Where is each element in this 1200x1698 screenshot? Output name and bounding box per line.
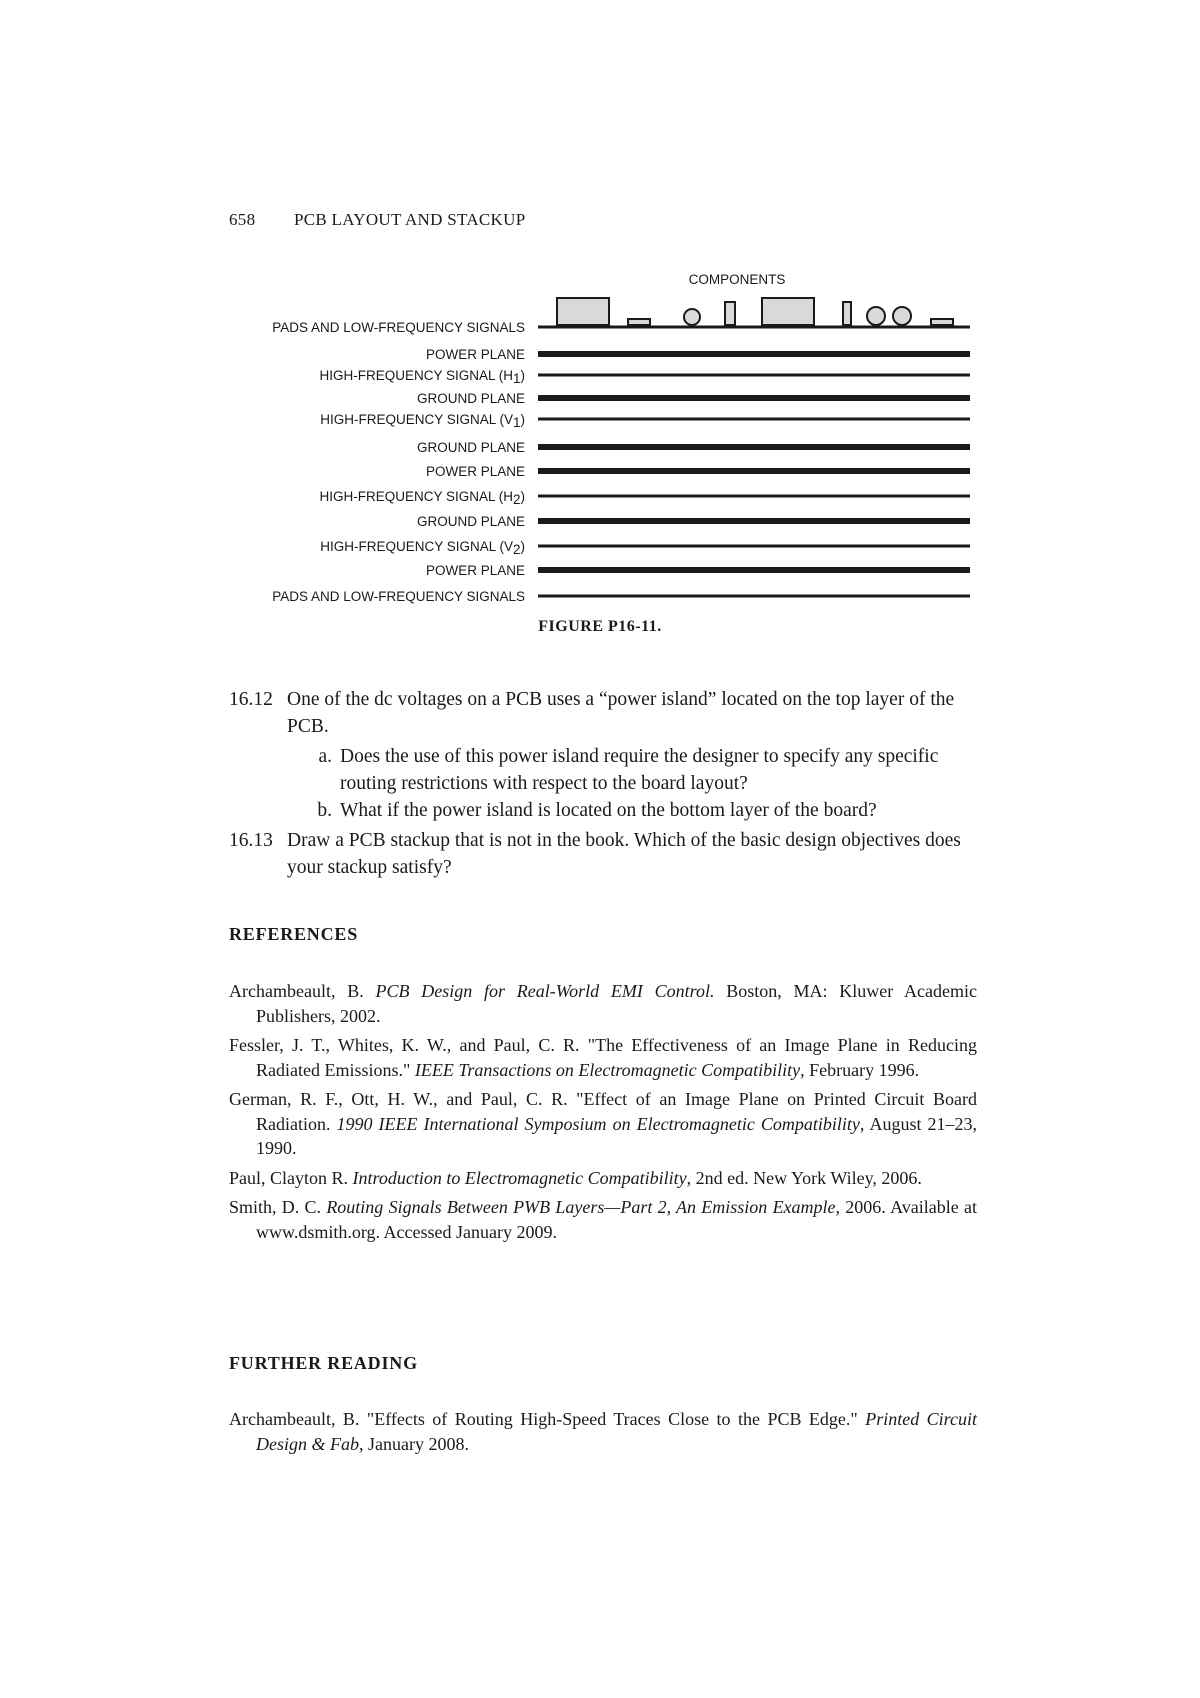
layer-line — [538, 567, 970, 573]
layer-line — [538, 595, 970, 598]
layer-label: GROUND PLANE — [416, 514, 525, 529]
component-ic — [557, 298, 609, 325]
layer-line — [538, 351, 970, 357]
problem-text: Draw a PCB stackup that is not in the book. Which of the basic design objectives does your stackup satisfy? — [287, 830, 961, 878]
layer-label: GROUND PLANE — [416, 440, 525, 455]
reference-item: Paul, Clayton R. Introduction to Electromagnetic Compatibility, 2nd ed. New York Wiley, 2006. — [229, 1167, 922, 1188]
running-title: PCB LAYOUT AND STACKUP — [293, 210, 526, 229]
part-text: What if the power island is located on the bottom layer of the board? — [340, 800, 877, 821]
layer-label: HIGH-FREQUENCY SIGNAL (V1) — [320, 412, 525, 430]
layer-label: POWER PLANE — [425, 464, 525, 479]
problems-section — [229, 686, 977, 881]
layer-line — [538, 468, 970, 474]
component-upright — [843, 302, 851, 325]
further-reading-list — [229, 1407, 977, 1461]
component-round — [867, 307, 885, 325]
figure-caption: FIGURE P16-11. — [538, 618, 662, 635]
layer-label: HIGH-FREQUENCY SIGNAL (V2) — [320, 539, 525, 557]
layer-line — [538, 444, 970, 450]
part-letter: a. — [318, 746, 332, 767]
references-heading: REFERENCES — [229, 924, 359, 944]
problem-16-12 — [229, 686, 977, 824]
part-text: Does the use of this power island require the designer to specify any specific routing restrictions with respect to the board layout? — [340, 746, 939, 794]
pcb-stackup-figure — [0, 0, 1200, 700]
references-list — [229, 979, 977, 1249]
component-round — [684, 309, 700, 325]
layer-line — [538, 545, 970, 548]
reference-item: Fessler, J. T., Whites, K. W., and Paul, C. R. "The Effectiveness of an Image Plane in Reducing Radiated Emissions." IEEE Transactions on Electromagnetic Compatibility, February 1996. — [229, 1035, 977, 1080]
problem-16-13 — [229, 827, 977, 881]
problem-number: 16.13 — [229, 830, 273, 851]
part-letter: b. — [317, 800, 332, 821]
problem-part-b — [302, 797, 977, 824]
layer-line — [538, 395, 970, 401]
component-upright — [725, 302, 735, 325]
layer-label: GROUND PLANE — [416, 391, 525, 406]
layer-line — [538, 418, 970, 421]
layer-label: PADS AND LOW-FREQUENCY SIGNALS — [272, 320, 525, 335]
component-round — [893, 307, 911, 325]
layer-line — [538, 374, 970, 377]
component-ic — [762, 298, 814, 325]
component-chip — [628, 319, 650, 325]
layer-label: HIGH-FREQUENCY SIGNAL (H2) — [319, 489, 525, 507]
further-reading-heading: FURTHER READING — [229, 1353, 418, 1373]
reference-item: German, R. F., Ott, H. W., and Paul, C. R. "Effect of an Image Plane on Printed Circuit Board Radiation. 1990 IEEE International Symposium on Electromagnetic Compatibility, August 21–23, 1990. — [229, 1089, 977, 1158]
problem-part-a — [302, 743, 977, 797]
reference-item: Archambeault, B. "Effects of Routing High-Speed Traces Close to the PCB Edge." Printed Circuit Design & Fab, January 2008. — [229, 1409, 977, 1454]
layer-label: POWER PLANE — [425, 563, 525, 578]
component-chip — [931, 319, 953, 325]
components-label: COMPONENTS — [688, 272, 786, 287]
layer-line — [538, 495, 970, 498]
reference-item: Smith, D. C. Routing Signals Between PWB Layers—Part 2, An Emission Example, 2006. Available at www.dsmith.org. Accessed January 2009. — [229, 1197, 977, 1242]
page-number: 658 — [229, 210, 256, 229]
problem-text: One of the dc voltages on a PCB uses a “power island” located on the top layer of the PCB. — [287, 689, 955, 737]
problem-number: 16.12 — [229, 689, 273, 710]
layer-line — [538, 518, 970, 524]
reference-item: Archambeault, B. PCB Design for Real-World EMI Control. Boston, MA: Kluwer Academic Publishers, 2002. — [229, 981, 978, 1026]
layer-label: POWER PLANE — [425, 347, 525, 362]
layer-label: HIGH-FREQUENCY SIGNAL (H1) — [319, 368, 525, 386]
layer-label: PADS AND LOW-FREQUENCY SIGNALS — [272, 589, 525, 604]
